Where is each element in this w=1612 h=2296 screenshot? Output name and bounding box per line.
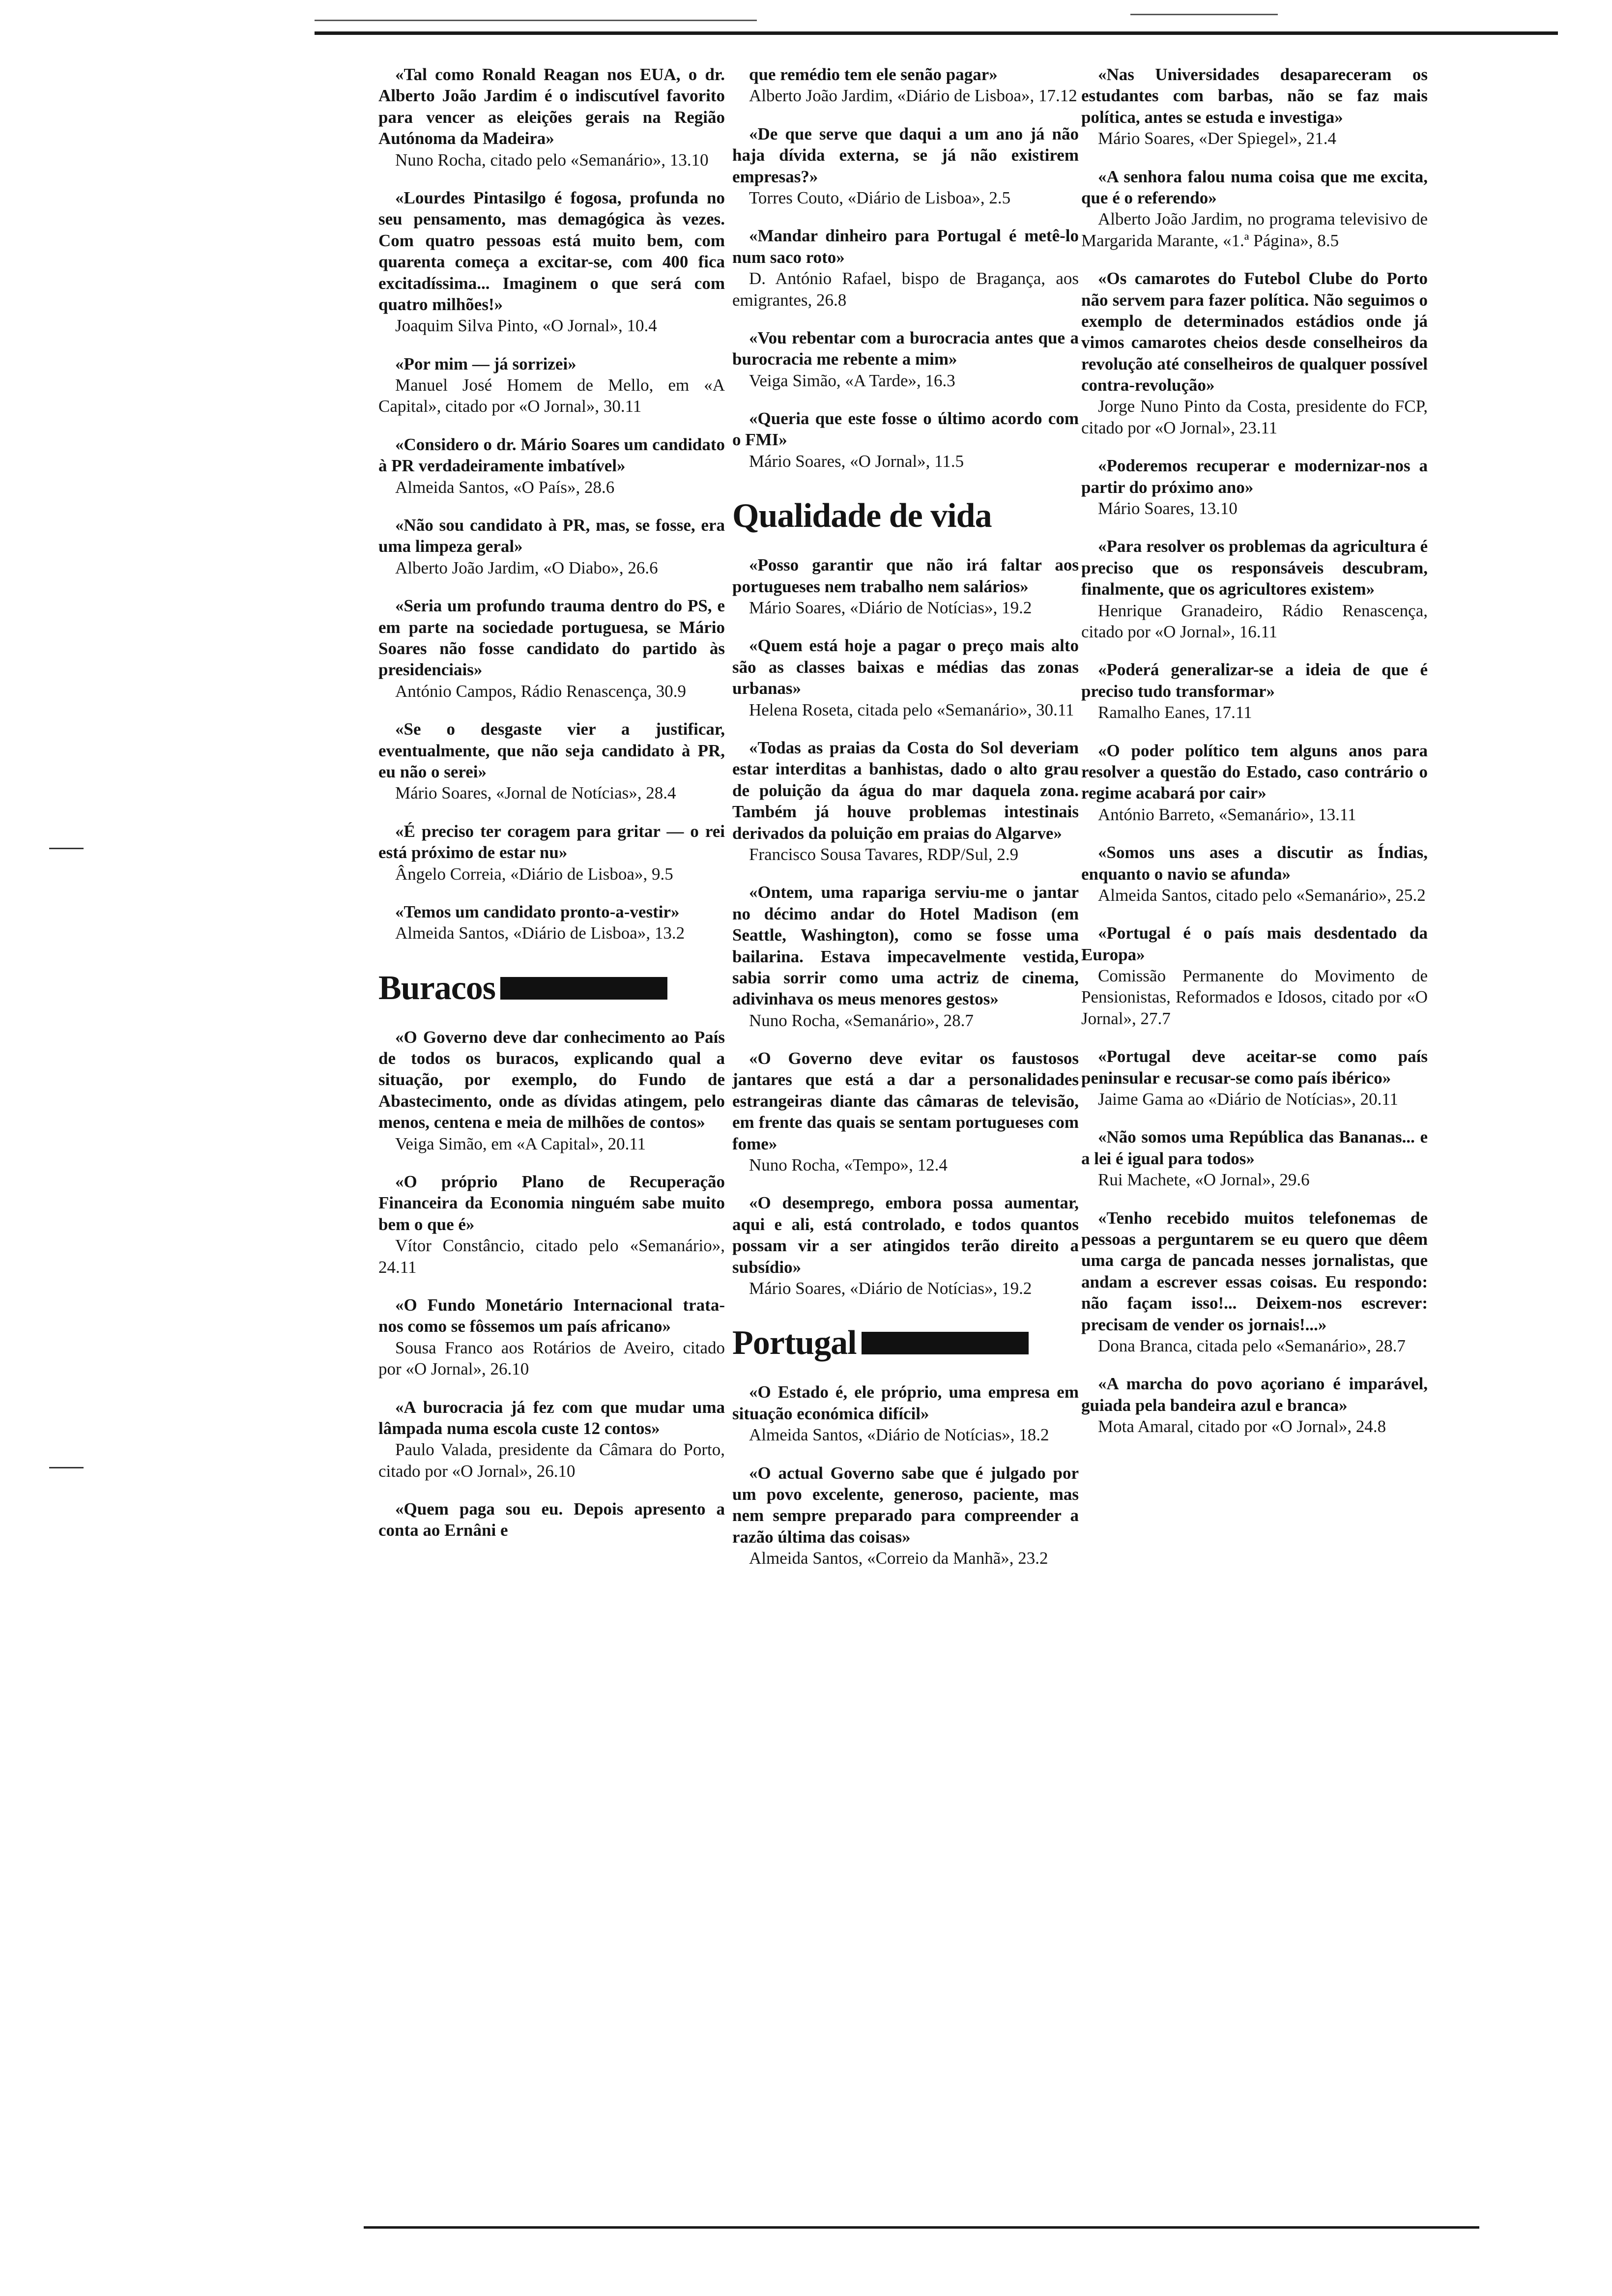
quote-text: «Por mim — já sorrizei» — [395, 354, 576, 373]
quote-block — [378, 1397, 725, 1482]
quote-block — [732, 635, 1079, 720]
quote-attribution: Nuno Rocha, «Semanário», 28.7 — [749, 1010, 974, 1030]
quote-attribution: Almeida Santos, «O País», 28.6 — [395, 477, 615, 497]
quote-block — [1081, 1046, 1428, 1110]
quote-attribution: Veiga Simão, em «A Capital», 20.11 — [395, 1134, 646, 1153]
quote-block — [378, 64, 725, 171]
quote-block — [1081, 659, 1428, 723]
quote-attribution: Mota Amaral, citado por «O Jornal», 24.8 — [1098, 1417, 1386, 1436]
quote-block — [732, 1381, 1079, 1445]
quote-block — [732, 64, 1079, 107]
quote-text: «Tenho recebido muitos telefonemas de pessoas a perguntarem se eu quero que dêem uma carga de pancada nesses jornalistas, que andam a escrever essas coisas. Eu respondo: não façam isso!... Deixem-nos escrever: precisam de vender os jornais!...» — [1081, 1208, 1428, 1334]
quote-block — [378, 187, 725, 337]
quote-block — [378, 515, 725, 578]
quote-text: «O poder político tem alguns anos para resolver a questão do Estado, caso contrário o regime acabará por cair» — [1081, 741, 1428, 803]
top-rule — [315, 31, 1558, 35]
quote-block — [1081, 536, 1428, 642]
scan-mark — [1130, 14, 1278, 15]
quote-block — [378, 353, 725, 417]
quote-text: «Todas as praias da Costa do Sol deveriam estar interditas a banhistas, dado o alto grau de poluição da água do mar daquela zona. Também já houve problemas intestinais derivados da poluição em praias do Algarve» — [732, 738, 1079, 843]
quote-block — [732, 737, 1079, 865]
quote-attribution: Ângelo Correia, «Diário de Lisboa», 9.5 — [395, 864, 673, 884]
quote-block — [378, 901, 725, 944]
quote-attribution: António Barreto, «Semanário», 13.11 — [1098, 804, 1356, 824]
quote-attribution: Jorge Nuno Pinto da Costa, presidente do FCP, citado por «O Jornal», 23.11 — [1081, 397, 1428, 437]
quote-text: «Lourdes Pintasilgo é fogosa, profunda no seu pensamento, mas demagógica às vezes. Com quatro pessoas está muito bem, com quarenta começa a excitar-se, com 400 fica excitadíssima... Imaginem o que será com quatro milhões!» — [378, 188, 725, 314]
quote-attribution: Alberto João Jardim, no programa televisivo de Margarida Marante, «1.ª Página», 8.5 — [1081, 209, 1428, 250]
quote-attribution: Torres Couto, «Diário de Lisboa», 2.5 — [749, 188, 1011, 207]
quote-text: «A senhora falou numa coisa que me excita, que é o referendo» — [1081, 167, 1428, 207]
quote-attribution: Sousa Franco aos Rotários de Aveiro, citado por «O Jornal», 26.10 — [378, 1338, 725, 1379]
quote-text: «Os camarotes do Futebol Clube do Porto não servem para fazer política. Não seguimos o exemplo de determinados estádios onde já vimos camarotes cheios desde conselheiros da revolução até conselheiros de qualquer possível contra-revolução» — [1081, 269, 1428, 395]
quote-attribution: Jaime Gama ao «Diário de Notícias», 20.11 — [1098, 1090, 1399, 1109]
quote-block — [732, 1048, 1079, 1176]
quote-text: «O Fundo Monetário Internacional trata-nos como se fôssemos um país africano» — [378, 1295, 725, 1336]
quote-text: «Seria um profundo trauma dentro do PS, e em parte na sociedade portuguesa, se Mário Soares não fosse candidato do partido às presidenciais» — [378, 596, 725, 680]
quote-attribution: Rui Machete, «O Jornal», 29.6 — [1098, 1170, 1310, 1190]
quote-attribution: Francisco Sousa Tavares, RDP/Sul, 2.9 — [749, 844, 1019, 864]
quote-text: «Quem paga sou eu. Depois apresento a conta ao Ernâni e — [378, 1499, 725, 1540]
quote-attribution: Mário Soares, «O Jornal», 11.5 — [749, 451, 964, 471]
quote-text: «O próprio Plano de Recuperação Financeira da Economia ninguém sabe muito bem o que é» — [378, 1172, 725, 1234]
quote-block — [1081, 740, 1428, 826]
quote-attribution: Mário Soares, «Der Spiegel», 21.4 — [1098, 129, 1337, 148]
quote-block — [732, 554, 1079, 618]
quote-block — [1081, 268, 1428, 438]
quote-block — [1081, 455, 1428, 519]
quote-text: «Somos uns ases a discutir as Índias, enquanto o navio se afunda» — [1081, 843, 1428, 884]
quote-block — [1081, 1126, 1428, 1190]
quote-attribution: Mário Soares, «Diário de Notícias», 19.2 — [749, 598, 1032, 618]
heading-bar — [862, 1332, 1029, 1354]
quote-text: «O Governo deve evitar os faustosos jantares que está a dar a personalidades estrangeiras diante das câmaras de televisão, em frente das quais se sentam portugueses com fome» — [732, 1049, 1079, 1153]
column-3 — [1081, 64, 1428, 1454]
bottom-rule — [364, 2226, 1479, 2229]
quote-attribution: Vítor Constâncio, citado pelo «Semanário», 24.11 — [378, 1236, 725, 1277]
quote-text: «O Governo deve dar conhecimento ao País de todos os buracos, explicando qual a situação, por exemplo, do Fundo de Abastecimento, onde as dívidas atingem, pelo menos, centena e meia de milhões de contos» — [378, 1027, 725, 1132]
quote-block — [378, 718, 725, 804]
quote-attribution: Paulo Valada, presidente da Câmara do Porto, citado por «O Jornal», 26.10 — [378, 1440, 725, 1481]
quote-block — [378, 1498, 725, 1541]
quote-attribution: Dona Branca, citada pelo «Semanário», 28.7 — [1098, 1336, 1406, 1355]
quote-text: que remédio tem ele senão pagar» — [749, 65, 998, 84]
quote-attribution: Mário Soares, «Diário de Notícias», 19.2 — [749, 1278, 1032, 1298]
quote-block — [1081, 1373, 1428, 1437]
quote-attribution: António Campos, Rádio Renascença, 30.9 — [395, 681, 686, 701]
scan-mark — [315, 20, 757, 21]
quote-attribution: Henrique Granadeiro, Rádio Renascença, citado por «O Jornal», 16.11 — [1081, 601, 1428, 641]
quote-attribution: Comissão Permanente do Movimento de Pensionistas, Reformados e Idosos, citado por «O Jornal», 27.7 — [1081, 966, 1428, 1028]
quote-text: «O actual Governo sabe que é julgado por um povo excelente, generoso, paciente, mas nem sempre preparado para compreender a razão última das coisas» — [732, 1463, 1079, 1547]
quote-text: «Portugal deve aceitar-se como país peninsular e recusar-se como país ibérico» — [1081, 1047, 1428, 1088]
quote-text: «Temos um candidato pronto-a-vestir» — [395, 902, 680, 921]
quote-block — [732, 225, 1079, 311]
quote-text: «O Estado é, ele próprio, uma empresa em situação económica difícil» — [732, 1382, 1079, 1423]
quote-block — [732, 123, 1079, 209]
quote-text: «O desemprego, embora possa aumentar, aqui e ali, está controlado, e todos quantos possam vir a ser atingidos terão direito a subsídio» — [732, 1193, 1079, 1277]
quote-attribution: Joaquim Silva Pinto, «O Jornal», 10.4 — [395, 316, 657, 336]
quote-text: «Vou rebentar com a burocracia antes que a burocracia me rebente a mim» — [732, 328, 1079, 369]
quote-block — [732, 327, 1079, 391]
section-heading-text: Qualidade de vida — [732, 497, 992, 535]
quote-attribution: Almeida Santos, citado pelo «Semanário», 25.2 — [1098, 885, 1426, 905]
quote-attribution: Alberto João Jardim, «O Diabo», 26.6 — [395, 558, 658, 577]
quote-attribution: Mário Soares, 13.10 — [1098, 499, 1238, 518]
section-heading — [732, 496, 1079, 536]
quote-block — [732, 408, 1079, 472]
margin-mark — [49, 848, 84, 849]
margin-mark — [49, 1467, 84, 1468]
quote-text: «Não sou candidato à PR, mas, se fosse, era uma limpeza geral» — [378, 516, 725, 556]
quote-attribution: Almeida Santos, «Diário de Lisboa», 13.2 — [395, 923, 685, 943]
quote-block — [378, 1171, 725, 1278]
quote-block — [1081, 922, 1428, 1029]
quote-text: «Não somos uma República das Bananas... e a lei é igual para todos» — [1081, 1127, 1428, 1168]
column-2 — [732, 64, 1079, 1585]
quote-text: «Considero o dr. Mário Soares um candidato à PR verdadeiramente imbatível» — [378, 434, 725, 476]
quote-text: «Queria que este fosse o último acordo com o FMI» — [732, 409, 1079, 450]
section-heading — [378, 969, 725, 1008]
quote-attribution: Nuno Rocha, citado pelo «Semanário», 13.10 — [395, 150, 709, 170]
quote-attribution: Ramalho Eanes, 17.11 — [1098, 703, 1252, 722]
quote-block — [1081, 842, 1428, 906]
quote-text: «Posso garantir que não irá faltar aos portugueses nem trabalho nem salários» — [732, 555, 1079, 596]
quote-text: «Portugal é o país mais desdentado da Europa» — [1081, 923, 1428, 964]
quote-text: «De que serve que daqui a um ano já não haja dívida externa, se já não existirem empresas?» — [732, 124, 1079, 186]
quote-text: «Ontem, uma rapariga serviu-me o jantar no décimo andar do Hotel Madison (em Seattle, Washington), como se fosse uma bailarina. Estava impecavelmente vestida, sabia sorrir como uma actriz de cinema, adivinhava os meus menores gestos» — [732, 883, 1079, 1009]
quote-block — [378, 434, 725, 498]
quote-attribution: Almeida Santos, «Diário de Notícias», 18.2 — [749, 1425, 1049, 1445]
quote-block — [732, 1192, 1079, 1299]
quote-block — [1081, 1207, 1428, 1357]
quote-block — [378, 1027, 725, 1154]
quote-text: «Poderá generalizar-se a ideia de que é preciso tudo transformar» — [1081, 660, 1428, 701]
quote-block — [378, 595, 725, 702]
quote-text: «É preciso ter coragem para gritar — o rei está próximo de estar nu» — [378, 821, 725, 862]
column-1 — [378, 64, 725, 1558]
quote-text: «Quem está hoje a pagar o preço mais alto são as classes baixas e médias das zonas urbanas» — [732, 636, 1079, 698]
quote-block — [732, 1463, 1079, 1569]
quote-attribution: Almeida Santos, «Correio da Manhã», 23.2 — [749, 1549, 1048, 1568]
quote-block — [732, 882, 1079, 1031]
quote-text: «A burocracia já fez com que mudar uma lâmpada numa escola custe 12 contos» — [378, 1397, 725, 1438]
quote-block — [1081, 166, 1428, 252]
quote-block — [378, 821, 725, 885]
quote-text: «Nas Universidades desapareceram os estudantes com barbas, não se faz mais política, antes se estuda e investiga» — [1081, 65, 1428, 127]
quote-attribution: Manuel José Homem de Mello, em «A Capital», citado por «O Jornal», 30.11 — [378, 375, 725, 416]
quote-attribution: D. António Rafael, bispo de Bragança, aos emigrantes, 26.8 — [732, 269, 1079, 310]
section-heading-text: Buracos — [378, 969, 495, 1007]
quote-attribution: Helena Roseta, citada pelo «Semanário», 30.11 — [749, 700, 1074, 719]
quote-text: «Para resolver os problemas da agricultura é preciso que os responsáveis descubram, finalmente, que os agricultores existem» — [1081, 537, 1428, 599]
quote-attribution: Mário Soares, «Jornal de Notícias», 28.4 — [395, 783, 676, 803]
section-heading-text: Portugal — [732, 1324, 857, 1362]
quote-text: «Poderemos recuperar e modernizar-nos a partir do próximo ano» — [1081, 456, 1428, 497]
quote-text: «Se o desgaste vier a justificar, eventualmente, que não seja candidato à PR, eu não o serei» — [378, 719, 725, 781]
quote-attribution: Nuno Rocha, «Tempo», 12.4 — [749, 1155, 948, 1175]
quote-text: «Tal como Ronald Reagan nos EUA, o dr. Alberto João Jardim é o indiscutível favorito para vencer as eleições gerais na Região Autónoma da Madeira» — [378, 65, 725, 148]
quote-block — [1081, 64, 1428, 149]
heading-bar — [500, 977, 667, 1000]
quote-text: «Mandar dinheiro para Portugal é metê-lo num saco roto» — [732, 226, 1079, 267]
quote-attribution: Veiga Simão, «A Tarde», 16.3 — [749, 371, 955, 390]
quote-block — [378, 1294, 725, 1380]
section-heading — [732, 1323, 1079, 1363]
quote-attribution: Alberto João Jardim, «Diário de Lisboa», 17.12 — [749, 86, 1077, 106]
quote-text: «A marcha do povo açoriano é imparável, guiada pela bandeira azul e branca» — [1081, 1374, 1428, 1415]
